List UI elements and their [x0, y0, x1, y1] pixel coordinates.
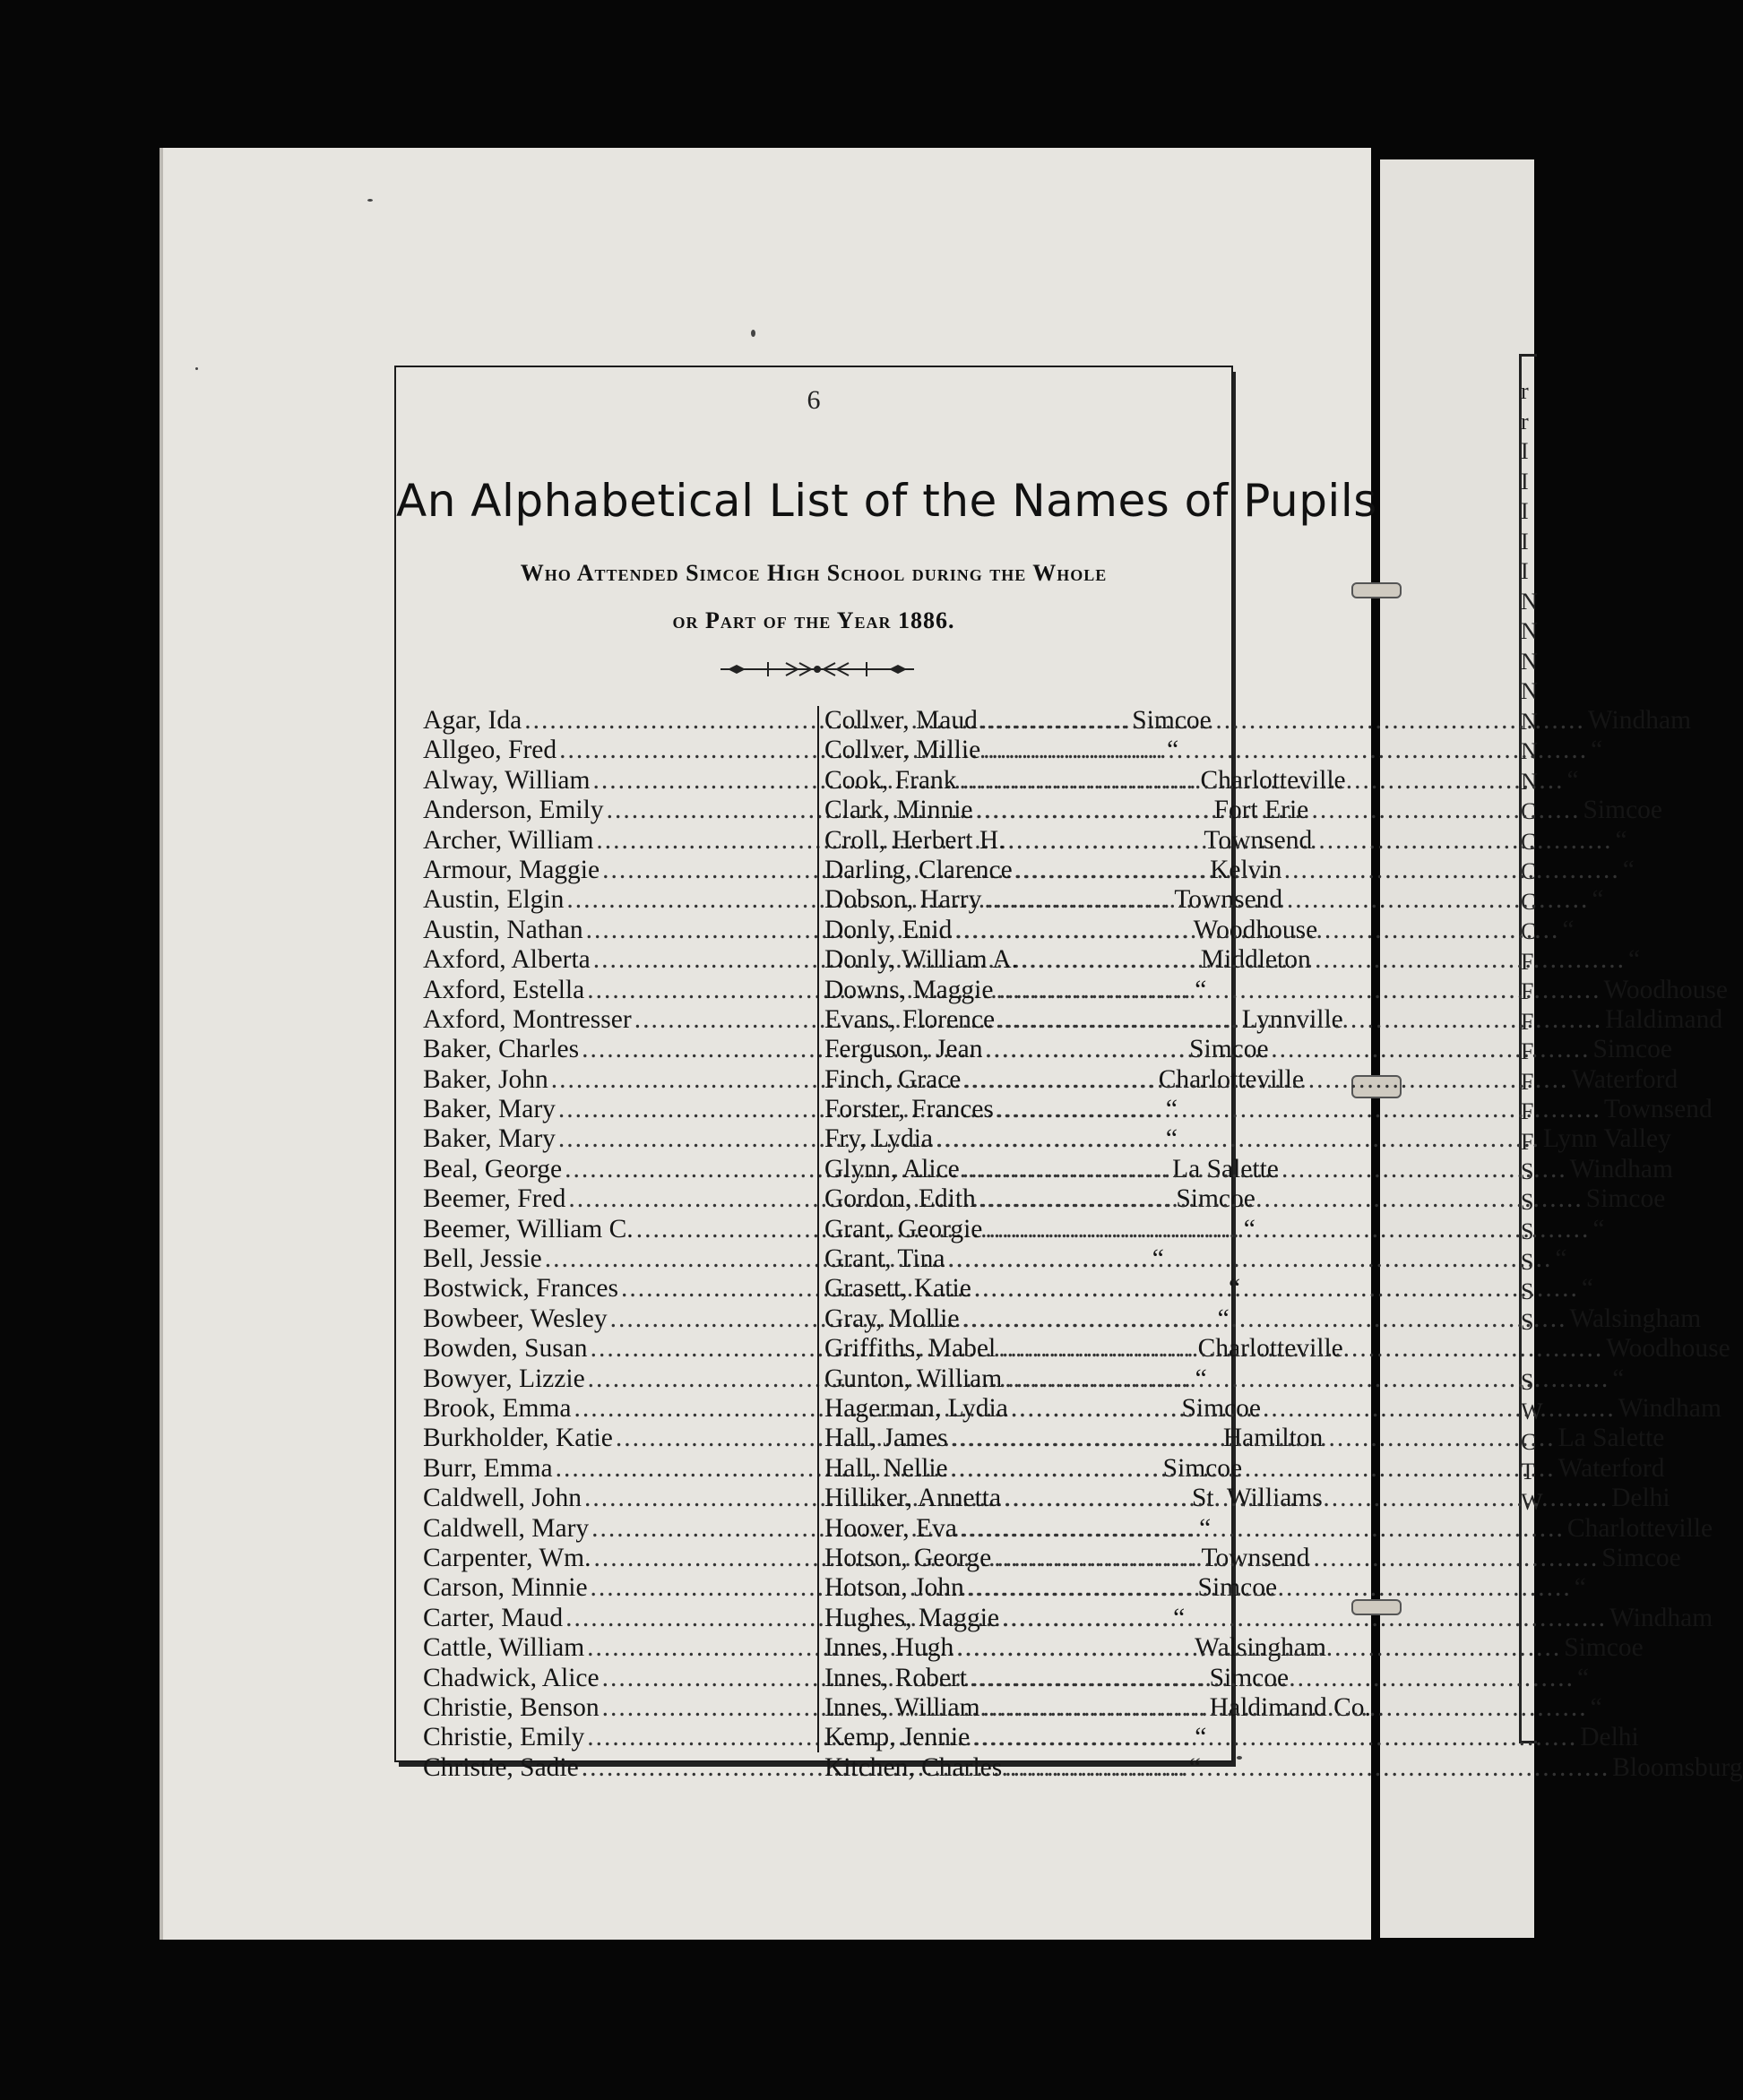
pupil-entry: [824, 1035, 1672, 1064]
pupil-name: Gunton, William: [824, 1364, 1003, 1393]
pupil-name: Bostwick, Frances: [423, 1274, 618, 1304]
pupil-entry: [824, 1124, 1671, 1154]
pupil-name: Kitchen, Charles: [824, 1752, 1003, 1782]
dot-leader: [970, 1664, 1575, 1693]
pupil-name: Gray, Mollie: [824, 1304, 960, 1333]
pupil-place: “: [1566, 765, 1579, 795]
pupil-name: Armour, Maggie: [423, 855, 600, 884]
pupil-place: “: [1622, 855, 1635, 884]
pupil-place: Windham: [1618, 1393, 1721, 1423]
pupil-name: Hotson, John: [824, 1573, 964, 1603]
dot-leader: [985, 1035, 1590, 1064]
pupil-name: Agar, Ida: [423, 706, 522, 735]
dot-leader: [951, 1424, 1556, 1453]
pupil-name: Grant, Tina: [824, 1244, 945, 1274]
pupil-place: Haldimand: [1605, 1004, 1723, 1034]
pupil-entry: [824, 1603, 1713, 1633]
dot-leader: [998, 1334, 1603, 1364]
pupil-name: Grant, Georgie: [824, 1214, 983, 1244]
pupil-place: Simcoe: [1601, 1543, 1681, 1572]
dot-leader: [1005, 1364, 1609, 1394]
pupil-place: Charlotteville: [1158, 1064, 1304, 1094]
pupil-name: Fry, Lydia: [824, 1124, 933, 1154]
pupil-name: Baker, Mary: [423, 1124, 556, 1154]
pupil-place: Simcoe: [1209, 1663, 1290, 1692]
dot-leader: [974, 1274, 1579, 1304]
pupil-name: Cattle, William: [423, 1633, 585, 1663]
pupil-name: Christie, Sadie: [423, 1752, 579, 1782]
pupil-place: “: [1199, 1513, 1212, 1543]
pupil-name: Axford, Alberta: [423, 945, 591, 975]
pupil-place: Charlotteville: [1197, 1334, 1343, 1364]
pupil-name: Collver, Millie: [824, 736, 981, 765]
pupil-place: Kelvin: [1210, 855, 1282, 884]
pupil-name: Croll, Herbert H.: [824, 825, 1005, 855]
pupil-place: Townsend: [1204, 825, 1313, 855]
pupil-name: Carpenter, Wm.: [423, 1543, 591, 1572]
dot-leader: [980, 706, 1585, 736]
page-title: An Alphabetical List of the Names of Pupils: [396, 475, 1377, 527]
pupil-name: Bowyer, Lizzie: [423, 1364, 585, 1393]
pupil-name: Hilliker, Annetta: [824, 1484, 1002, 1513]
pupil-name: Brook, Emma: [423, 1393, 572, 1423]
pupil-name: Innes, Hugh: [824, 1633, 954, 1663]
pupil-name: Donly, Enid: [824, 915, 953, 944]
pupil-place: “: [1195, 975, 1207, 1004]
pupil-entry: [824, 1184, 1666, 1214]
dot-leader: [963, 1065, 1568, 1095]
pupil-place: “: [1592, 885, 1604, 915]
pupil-name: Christie, Emily: [423, 1723, 585, 1752]
pupil-place: Simcoe: [1564, 1633, 1644, 1663]
binding-thread: [1351, 582, 1402, 598]
pupil-name: Alway, William: [423, 765, 591, 795]
dot-leader: [1004, 1484, 1609, 1513]
pupil-name: Carson, Minnie: [423, 1573, 588, 1603]
pupil-place: Walsingham: [1195, 1633, 1326, 1663]
dot-leader: [951, 1454, 1556, 1484]
pupil-name: Beemer, William C.: [423, 1214, 634, 1244]
pupil-name: Griffiths, Mabel: [824, 1334, 997, 1364]
pupil-place: Windham: [1609, 1603, 1713, 1632]
dot-leader: [1015, 856, 1620, 885]
pupil-place: “: [1188, 1752, 1201, 1782]
pupil-entry: [824, 975, 1729, 1005]
dot-leader: [979, 1184, 1583, 1214]
pupil-place: “: [1228, 1274, 1241, 1304]
pupil-name: Ferguson, Jean: [824, 1035, 983, 1064]
pupil-place: Lynnville: [1241, 1004, 1343, 1034]
dot-leader: [985, 1215, 1590, 1244]
pupil-name: Hall, James: [824, 1424, 948, 1453]
dot-leader: [954, 916, 1559, 945]
pupil-name: Burr, Emma: [423, 1453, 553, 1483]
pupil-entry: [824, 1364, 1625, 1394]
pupil-name: Archer, William: [423, 825, 594, 855]
pupil-place: Middleton: [1200, 945, 1311, 975]
pupil-place: “: [1592, 1214, 1605, 1244]
dot-leader: [983, 1693, 1588, 1723]
pupil-name: Forster, Frances: [824, 1095, 994, 1124]
pupil-name: Hagerman, Lydia: [824, 1393, 1008, 1423]
pupil-place: Simcoe: [1162, 1453, 1243, 1483]
pupil-place: Charlotteville: [1200, 765, 1346, 795]
pupil-name: Dobson, Harry: [824, 885, 982, 915]
dot-leader: [972, 1723, 1577, 1752]
pupil-name: Baker, Charles: [423, 1035, 580, 1064]
pupil-name: Evans, Florence: [824, 1004, 996, 1034]
page-number: 6: [807, 385, 821, 415]
column-divider: [817, 706, 819, 1752]
pupil-place: “: [1615, 825, 1627, 855]
pupil-name: Beal, George: [423, 1154, 563, 1183]
ornament-divider-icon: [719, 658, 916, 680]
pupil-name: Gordon, Edith: [824, 1184, 976, 1214]
dot-leader: [997, 1005, 1602, 1035]
pupil-place: “: [1217, 1304, 1230, 1333]
pupil-place: Waterford: [1557, 1453, 1665, 1483]
pupil-entry: [824, 706, 1692, 736]
pupil-place: “: [1152, 1244, 1164, 1274]
pupil-place: Haldimand Co.: [1209, 1692, 1371, 1722]
dot-leader: [997, 1095, 1601, 1124]
pupil-name: Cook, Frank: [824, 765, 957, 795]
pupil-place: Delhi: [1580, 1723, 1639, 1752]
pupil-entry: [824, 1214, 1605, 1244]
pupil-place: Lynn Valley: [1543, 1124, 1671, 1154]
pupil-place: Delhi: [1611, 1484, 1670, 1513]
dot-leader: [983, 736, 1588, 765]
pupil-name: Glynn, Alice: [824, 1154, 960, 1183]
pupil-place: Waterford: [1571, 1064, 1678, 1094]
dot-leader: [984, 885, 1589, 915]
pupil-place: Simcoe: [1176, 1184, 1255, 1214]
pupil-place: “: [1165, 1124, 1178, 1154]
dot-leader: [947, 1244, 1552, 1274]
pupil-place: “: [1590, 1692, 1602, 1722]
pupil-name: Austin, Nathan: [423, 915, 583, 944]
pupil-name: Baker, John: [423, 1064, 548, 1094]
dot-leader: [967, 1573, 1572, 1603]
dot-leader: [1005, 1753, 1609, 1783]
pupil-name: Hotson, George: [824, 1543, 992, 1572]
pupil-name: Beemer, Fred: [423, 1184, 566, 1214]
subtitle-line-2: or Part of the Year 1886.: [672, 607, 955, 633]
pupil-name: Hall, Nellie: [824, 1453, 948, 1483]
pupil-place: Simcoe: [1181, 1393, 1262, 1423]
pupil-name: Bowbeer, Wesley: [423, 1304, 608, 1333]
pupil-entry: [824, 1095, 1713, 1124]
pupil-name: Collver, Maud: [824, 706, 978, 735]
pupil-name: Hoover, Eva: [824, 1513, 957, 1543]
pupil-place: Simcoe: [1592, 1035, 1672, 1064]
pupil-place: “: [1574, 1573, 1586, 1603]
dot-leader: [960, 1514, 1565, 1544]
pupil-place: Simcoe: [1585, 1184, 1666, 1214]
pupil-name: Downs, Maggie: [824, 975, 994, 1004]
pupil-name: Carter, Maud: [423, 1603, 564, 1632]
pupil-place: Townsend: [1174, 885, 1283, 915]
pupil-place: “: [1555, 1244, 1567, 1274]
pupil-name: Caldwell, John: [423, 1484, 582, 1513]
pupil-place: Simcoe: [1583, 796, 1663, 825]
pupil-name: Allgeo, Fred: [423, 736, 557, 765]
pupil-place: Woodhouse: [1193, 915, 1318, 944]
pupil-name: Baker, Mary: [423, 1095, 556, 1124]
dot-leader: [994, 1544, 1599, 1573]
dot-leader: [962, 1155, 1567, 1184]
pupil-place: “: [1173, 1603, 1186, 1632]
pupil-place: Bloomsburg: [1612, 1752, 1743, 1782]
dot-leader: [956, 1633, 1561, 1663]
pupil-name: Burkholder, Katie: [423, 1424, 613, 1453]
pupil-place: La Salette: [1172, 1154, 1279, 1183]
pupil-place: Townsend: [1201, 1543, 1310, 1572]
pupil-place: Charlotteville: [1566, 1513, 1713, 1543]
pupil-name: Grasett, Katie: [824, 1274, 971, 1304]
pupil-place: Fort Erie: [1213, 796, 1309, 825]
pupil-entry: [824, 1513, 1713, 1544]
pupil-name: Donly, William A.: [824, 945, 1018, 975]
pupil-entry: [824, 1304, 1702, 1334]
pupil-name: Axford, Estella: [423, 975, 585, 1004]
facing-page-letters: r r I I I I I N N N N N N N C C C C C F F F F F F F S S S S S S S W C T W: [1521, 378, 1543, 1515]
pupil-entry: [824, 1453, 1665, 1484]
pupil-name: Finch, Grace: [824, 1064, 962, 1094]
pupil-place: Woodhouse: [1606, 1334, 1730, 1364]
pupil-entry: [824, 1723, 1639, 1752]
pupil-place: Simcoe: [1197, 1573, 1278, 1603]
dot-leader: [1011, 1394, 1616, 1424]
pupil-place: “: [1195, 1723, 1207, 1752]
dot-leader: [1021, 945, 1626, 975]
pupil-place: “: [1165, 1095, 1178, 1124]
pupil-place: St. Williams: [1192, 1484, 1323, 1513]
pupil-place: Simcoe: [1132, 706, 1212, 735]
pupil-name: Austin, Elgin: [423, 885, 565, 915]
pupil-name: Bell, Jessie: [423, 1244, 542, 1274]
pupil-place: Woodhouse: [1603, 975, 1729, 1004]
dot-leader: [1002, 1604, 1607, 1633]
pupil-entry: [824, 1274, 1593, 1304]
pupil-name: Chadwick, Alice: [423, 1663, 600, 1692]
pupil-place: “: [1243, 1214, 1255, 1244]
pupil-name: Innes, William: [824, 1692, 980, 1722]
pupil-place: “: [1627, 945, 1641, 975]
dot-leader: [976, 796, 1581, 825]
pupil-entry: [824, 736, 1603, 765]
pupil-place: “: [1562, 915, 1575, 944]
pupil-name: Bowden, Susan: [423, 1334, 588, 1364]
pupil-name: Axford, Montresser: [423, 1004, 632, 1034]
pupil-name: Hughes, Maggie: [824, 1603, 999, 1632]
pupil-place: “: [1591, 736, 1603, 765]
pupil-place: Townsend: [1603, 1095, 1713, 1124]
pupil-name: Christie, Benson: [423, 1692, 600, 1722]
subtitle-line-1: Who Attended Simcoe High School during the Whole: [520, 560, 1108, 586]
dot-leader: [996, 976, 1601, 1005]
pupil-place: La Salette: [1557, 1424, 1665, 1453]
pupil-place: Hamilton: [1222, 1424, 1324, 1453]
pupil-name: Darling, Clarence: [824, 855, 1013, 884]
pupil-place: “: [1167, 736, 1179, 765]
dot-leader: [1008, 826, 1613, 856]
pupil-name: Kemp, Jennie: [824, 1723, 971, 1752]
pupil-name: Innes, Robert: [824, 1663, 967, 1692]
dot-leader: [962, 1304, 1566, 1334]
pupil-place: “: [1576, 1663, 1590, 1692]
pupil-name: Clark, Minnie: [824, 796, 973, 825]
dot-leader: [936, 1124, 1540, 1154]
pupil-place: Windham: [1569, 1154, 1673, 1183]
pupil-place: Walsingham: [1569, 1304, 1702, 1333]
pupil-place: Simcoe: [1189, 1035, 1269, 1064]
pupil-entry: [824, 1752, 1743, 1783]
pupil-place: “: [1612, 1364, 1625, 1393]
pupil-place: “: [1581, 1274, 1593, 1304]
pupil-entry: [824, 1244, 1567, 1274]
pupil-place: Windham: [1587, 706, 1692, 735]
pupil-name: Caldwell, Mary: [423, 1513, 590, 1543]
pupil-name: Anderson, Emily: [423, 796, 604, 825]
pupil-place: “: [1195, 1364, 1207, 1393]
dot-leader: [960, 766, 1565, 796]
